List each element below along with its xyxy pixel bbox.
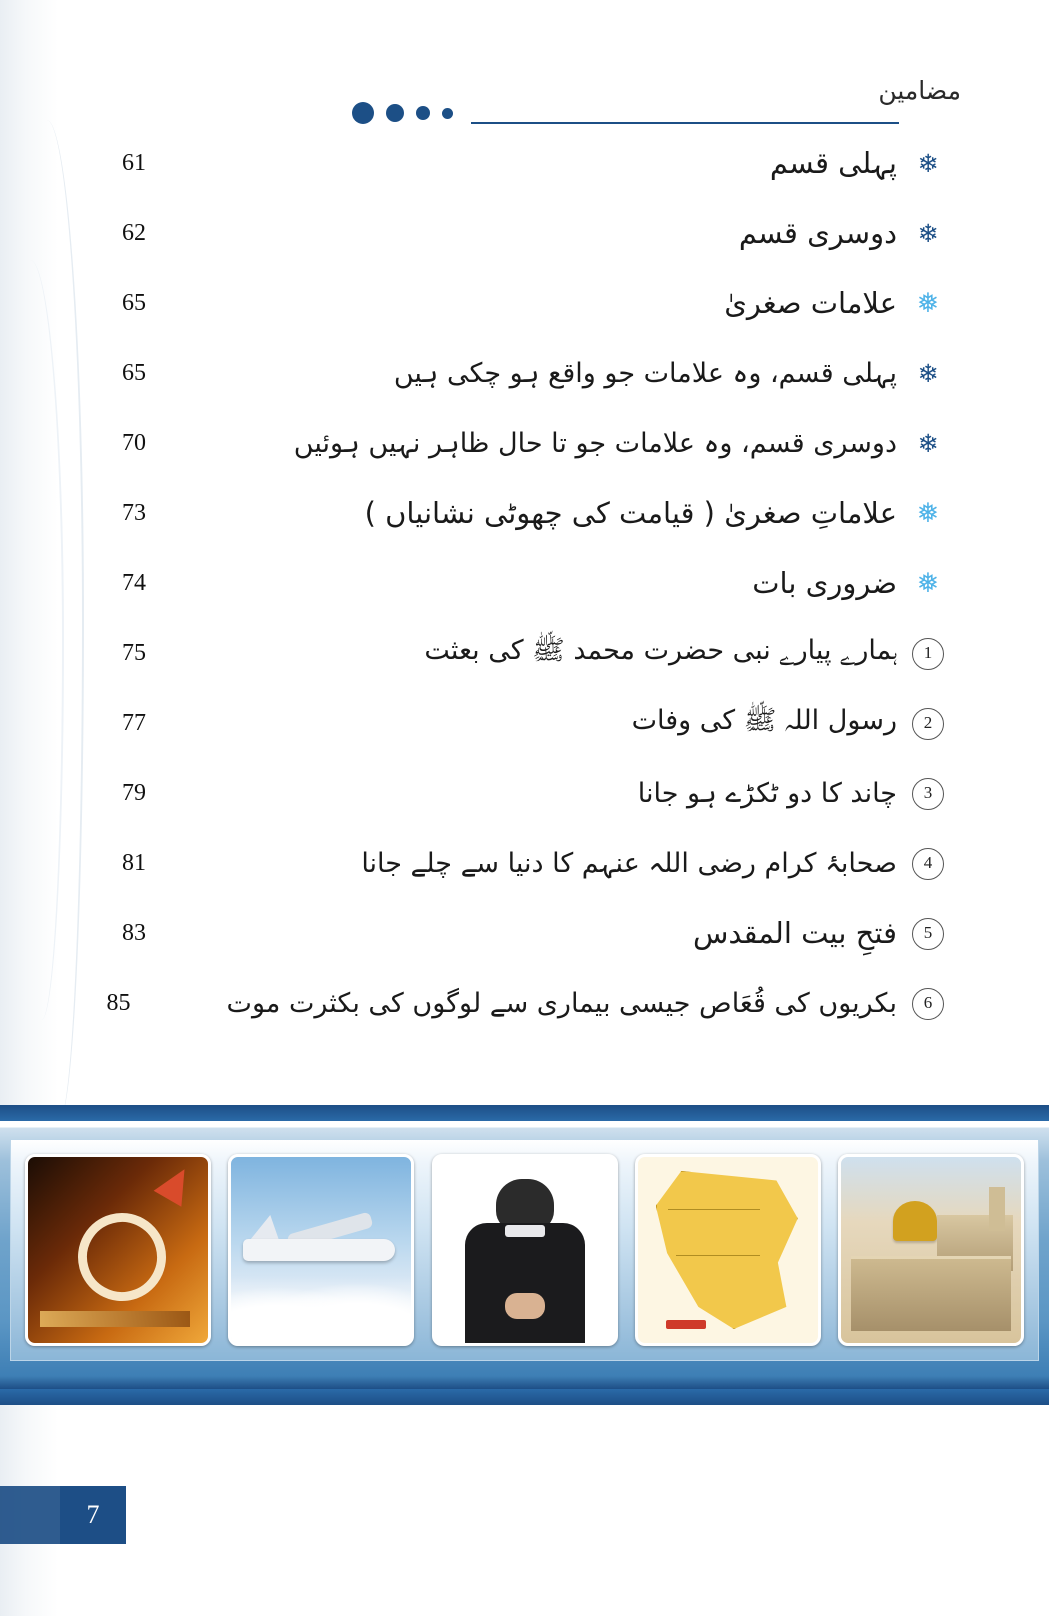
toc-entry-title: ضروری بات — [752, 566, 897, 600]
table-of-contents-row[interactable] — [60, 968, 989, 1038]
toc-entry-page-number: 65 — [122, 289, 146, 316]
numbered-bullet-icon: 2 — [905, 707, 951, 740]
stone-platform — [851, 1256, 1011, 1331]
flower-bullet-icon: ❄ — [917, 428, 939, 458]
image-band — [0, 1105, 1049, 1405]
toc-entry-title: صحابۂ کرام رضی اللہ عنہم کا دنیا سے چلے جانا — [361, 847, 897, 879]
flower-bullet-light-icon: ❅ — [916, 287, 940, 319]
abstract-arrows-thumbnail — [25, 1154, 211, 1346]
band-top-stripe — [0, 1105, 1049, 1121]
table-of-contents-row[interactable] — [60, 198, 989, 268]
dot-medium-icon — [386, 104, 404, 122]
syria-map-thumbnail — [635, 1154, 821, 1346]
table-of-contents-row[interactable] — [60, 618, 989, 688]
arrow-icon — [154, 1161, 199, 1206]
toc-entry-page-number: 73 — [122, 499, 146, 526]
toc-entry-page-number: 70 — [122, 429, 146, 456]
toc-entry-page-number: 81 — [122, 849, 146, 876]
table-of-contents-row[interactable] — [60, 688, 989, 758]
page-header — [0, 42, 1049, 112]
golden-dome — [893, 1201, 937, 1241]
table-of-contents-row[interactable] — [60, 128, 989, 198]
table-of-contents-row[interactable] — [60, 268, 989, 338]
cloud-layer — [231, 1277, 411, 1343]
flower-bullet-icon: ❄ — [917, 148, 939, 178]
toc-entry-page-number: 77 — [122, 709, 146, 736]
table-of-contents-row[interactable] — [60, 828, 989, 898]
table-of-contents-row[interactable] — [60, 478, 989, 548]
toc-entry-title: علاماتِ صغریٰ ( قیامت کی چھوٹی نشانیاں ) — [364, 496, 897, 530]
toc-entry-page-number: 74 — [122, 569, 146, 596]
toc-entry-title: رسول اللہ ﷺ کی وفات — [631, 705, 897, 736]
table-of-contents — [60, 128, 989, 1038]
map-shape — [656, 1171, 798, 1329]
dot-large-icon — [352, 102, 374, 124]
table-of-contents-row[interactable] — [60, 898, 989, 968]
table-of-contents-row[interactable] — [60, 758, 989, 828]
person-hands — [505, 1293, 545, 1319]
toc-entry-page-number: 62 — [122, 219, 146, 246]
table-of-contents-row[interactable] — [60, 548, 989, 618]
toc-entry-title: چاند کا دو ٹکڑے ہو جانا — [637, 777, 897, 809]
flower-bullet-light-icon: ❅ — [916, 497, 940, 529]
toc-entry-page-number: 79 — [122, 779, 146, 806]
flower-bullet-icon: ❄ — [917, 358, 939, 388]
numbered-bullet-icon: 5 — [905, 917, 951, 950]
page-number-text: 7 — [86, 1500, 100, 1529]
numbered-bullet-icon: 4 — [905, 847, 951, 880]
person-collar — [505, 1225, 545, 1237]
map-line — [668, 1209, 760, 1210]
band-bottom-stripe — [0, 1389, 1049, 1405]
toc-entry-title: علامات صغریٰ — [724, 286, 897, 320]
flower-bullet-icon: ❄ — [917, 218, 939, 248]
dome-of-the-rock-thumbnail — [838, 1154, 1024, 1346]
numbered-bullet-icon: 3 — [905, 777, 951, 810]
toc-entry-title: بکریوں کی قُعَاص جیسی بیماری سے لوگوں کی بکثرت موت — [226, 987, 897, 1019]
footer-accent-bar — [0, 1486, 60, 1544]
table-of-contents-row[interactable] — [60, 408, 989, 478]
airplane-fuselage — [243, 1239, 395, 1261]
dot-small-icon — [416, 106, 430, 120]
toc-entry-title: ہمارے پیارے نبی حضرت محمد ﷺ کی بعثت — [424, 635, 897, 666]
decorative-bar — [40, 1311, 190, 1327]
toc-entry-title: پہلی قسم — [769, 146, 897, 180]
airplane-thumbnail — [228, 1154, 414, 1346]
toc-entry-title: دوسری قسم — [738, 216, 897, 250]
header-dot-group — [352, 102, 453, 124]
map-line — [676, 1255, 760, 1256]
table-of-contents-row[interactable] — [60, 338, 989, 408]
toc-entry-page-number: 83 — [122, 919, 146, 946]
map-legend-marker — [666, 1320, 706, 1329]
page-number-badge — [60, 1486, 126, 1544]
toc-entry-page-number: 61 — [122, 149, 146, 176]
minaret — [989, 1187, 1005, 1231]
page-title: مضامین — [878, 76, 961, 105]
toc-entry-title: پہلی قسم، وہ علامات جو واقع ہو چکی ہیں — [393, 357, 897, 389]
flower-bullet-light-icon: ❅ — [916, 567, 940, 599]
thumbnail-strip — [10, 1139, 1039, 1361]
toc-entry-page-number: 75 — [122, 639, 146, 666]
airplane-tail — [249, 1215, 279, 1241]
toc-entry-title: فتحِ بیت المقدس — [692, 916, 897, 950]
dot-xsmall-icon — [442, 108, 453, 119]
person-suit — [465, 1223, 585, 1343]
numbered-bullet-icon: 6 — [905, 987, 951, 1020]
header-divider-line — [471, 122, 899, 124]
man-standing-back-thumbnail — [432, 1154, 618, 1346]
toc-entry-title: دوسری قسم، وہ علامات جو تا حال ظاہر نہیں ہوئیں — [293, 427, 897, 459]
toc-entry-page-number: 85 — [106, 989, 131, 1016]
numbered-bullet-icon: 1 — [905, 637, 951, 670]
toc-entry-page-number: 65 — [122, 359, 146, 386]
